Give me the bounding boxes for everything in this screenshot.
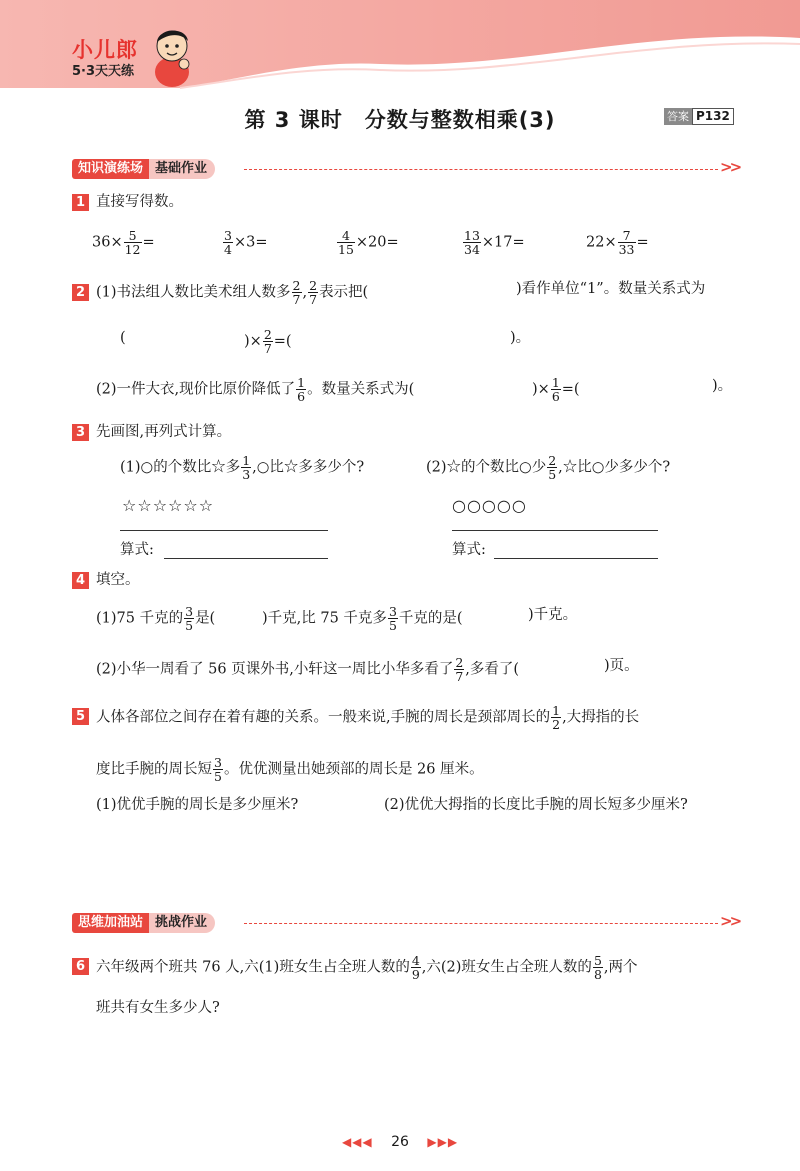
question-number: 3 [72, 424, 89, 441]
section-tag: 思维加油站 [72, 913, 149, 933]
answer-page: P132 [692, 108, 734, 125]
question-number: 2 [72, 284, 89, 301]
q3-part2-prompt: (2)☆的个数比○少 $\frac{2}{5}$ ,☆比○少多少个? [426, 453, 671, 482]
section-basic-header [72, 158, 215, 180]
formula-answer-line[interactable] [494, 558, 658, 559]
right-arrows-icon: ▶▶▶ [427, 1135, 459, 1149]
calc-item-3: $\frac{4}{15}$ ×20= [338, 228, 399, 257]
drawing-line[interactable] [120, 530, 328, 531]
calc-item-1: 36× $\frac{5}{12}$ = [92, 228, 155, 257]
question-stem: 直接写得数。 [96, 194, 183, 210]
q2-part1-line1-tail: )看作单位“1”。数量关系式为 [516, 281, 706, 297]
q5-line2: 度比手腕的周长短 $\frac{3}{5}$ 。优优测量出她颈部的周长是 26 厘米。 [96, 755, 484, 784]
blank-close: )。 [712, 378, 733, 394]
q2-part2-line: (2)一件大衣,现价比原价降低了 $\frac{1}{6}$ 。数量关系式为( [96, 375, 415, 404]
calc-item-5: 22× $\frac{7}{33}$ = [586, 228, 649, 257]
q5-subquestion-2: (2)优优大拇指的长度比手腕的周长短多少厘米? [384, 797, 688, 813]
star-shapes: ☆☆☆☆☆☆ [122, 496, 215, 515]
answer-label: 答案 [664, 108, 692, 125]
formula-label: 算式: [452, 542, 486, 558]
q2-part2-formula: )× $\frac{1}{6}$ =( [532, 375, 580, 404]
page-footer [0, 1134, 800, 1150]
q2-part1-formula: )× $\frac{2}{7}$ =( [244, 327, 292, 356]
calc-item-4: $\frac{13}{34}$ ×17= [464, 228, 525, 257]
left-arrows-icon: ◀◀◀ [341, 1135, 373, 1149]
drawing-line[interactable] [452, 530, 658, 531]
q3-part1-prompt: (1)○的个数比☆多 $\frac{1}{3}$ ,○比☆多多少个? [120, 453, 365, 482]
q4-part2-tail: )页。 [604, 658, 639, 674]
q6-line1: 六年级两个班共 76 人,六(1)班女生占全班人数的 $\frac{4}{9}$ ,六(2)班女生占全班人数的 $\frac{5}{8}$ ,两个 [96, 953, 638, 982]
page-title: 第 3 课时 分数与整数相乘(3) [244, 108, 556, 132]
blank-open: ( [120, 330, 126, 346]
q4-part1: (1)75 千克的 $\frac{3}{5}$ 是( [96, 604, 216, 633]
circle-shapes: ○○○○○ [452, 496, 527, 515]
section-divider [244, 169, 718, 170]
chevrons-icon: >> [720, 912, 740, 930]
question-number: 4 [72, 572, 89, 589]
brand-logo: 小儿郎 [72, 38, 138, 62]
section-subtag: 挑战作业 [149, 913, 215, 933]
question-number: 5 [72, 708, 89, 725]
brand-subtitle: 5·3天天练 [72, 64, 135, 79]
q6-line2: 班共有女生多少人? [96, 1000, 220, 1016]
q5-line1: 人体各部位之间存在着有趣的关系。一般来说,手腕的周长是颈部周长的 $\frac{1}{2}$ ,大拇指的长 [96, 703, 640, 732]
formula-answer-line[interactable] [164, 558, 328, 559]
calc-item-2: $\frac{3}{4}$ ×3= [224, 228, 268, 257]
question-stem: 填空。 [96, 572, 140, 588]
section-tag: 知识演练场 [72, 159, 149, 179]
q4-part2: (2)小华一周看了 56 页课外书,小轩这一周比小华多看了 $\frac{2}{7}$ ,多看了( [96, 655, 520, 684]
section-subtag: 基础作业 [149, 159, 215, 179]
q4-part1-mid: )千克,比 75 千克多 $\frac{3}{5}$ 千克的是( [262, 604, 463, 633]
question-number: 6 [72, 958, 89, 975]
section-challenge-header [72, 912, 215, 934]
q2-part1-line1: (1)书法组人数比美术组人数多 $\frac{2}{7}$ , $\frac{2}{7}$ 表示把( [96, 278, 369, 307]
blank-close: )。 [510, 330, 531, 346]
q4-part1-tail: )千克。 [528, 607, 578, 623]
page-number: 26 [391, 1134, 409, 1150]
q5-subquestion-1: (1)优优手腕的周长是多少厘米? [96, 797, 299, 813]
formula-label: 算式: [120, 542, 154, 558]
question-stem: 先画图,再列式计算。 [96, 424, 232, 440]
mascot-boy-icon [150, 22, 194, 88]
question-number: 1 [72, 194, 89, 211]
answer-page-ref [664, 108, 734, 125]
section-divider [244, 923, 718, 924]
chevrons-icon: >> [720, 158, 740, 176]
